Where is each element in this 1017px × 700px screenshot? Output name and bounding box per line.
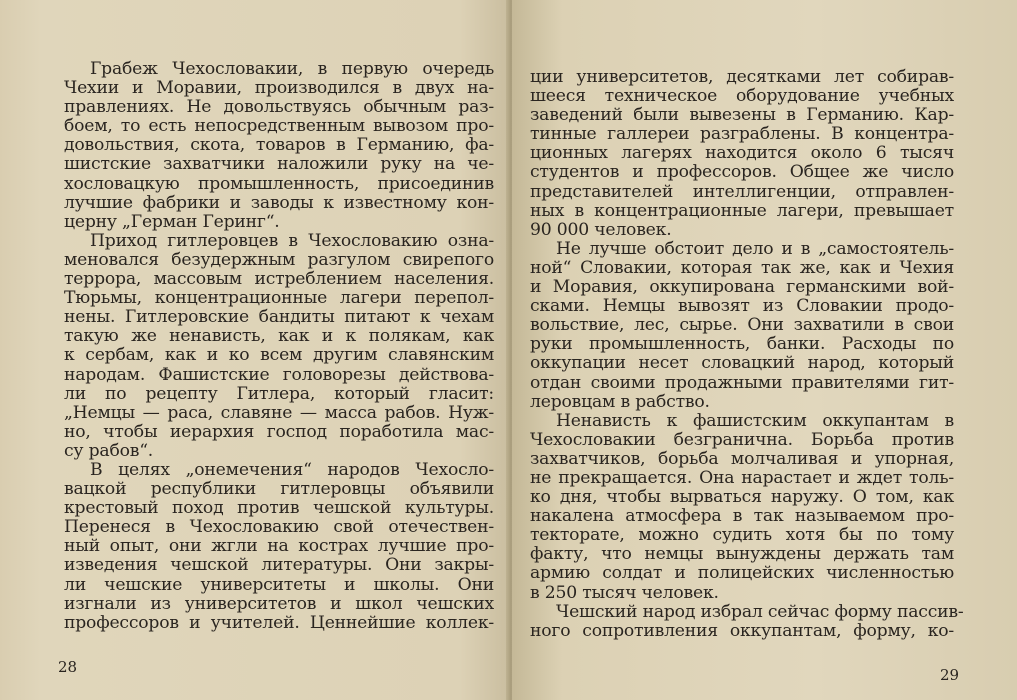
text-line: Не лучше обстоит дело и в „самостоятель- (556, 238, 954, 259)
right-page-text (530, 67, 964, 641)
text-line: лучшие фабрики и заводы к известному кон- (64, 192, 494, 213)
text-line: су рабов“. (64, 440, 154, 461)
left-page-text (64, 60, 494, 633)
text-line: Ненависть к фашистским оккупантам в (556, 410, 954, 431)
text-line: церну „Герман Геринг“. (64, 211, 280, 232)
text-line: но, чтобы иерархия господ поработила мас- (64, 421, 494, 442)
text-line: руки промышленность, банки. Расходы по (530, 334, 954, 355)
text-line: террора, массовым истреблением населения. (64, 269, 494, 290)
left-page-number: 28 (58, 658, 78, 676)
text-line: Чехословакии безгранична. Борьба против (530, 429, 954, 450)
text-line: захватчиков, борьба молчаливая и упорная, (530, 448, 954, 469)
text-line: армию солдат и полицейских численностью (530, 563, 954, 584)
text-line: к сербам, как и ко всем другим славянским (64, 345, 494, 366)
text-line: Перенеся в Чехословакию свой отечествен- (64, 517, 494, 538)
text-line: тинные галлереи разграблены. В концентра- (530, 124, 954, 145)
text-line: шистские захватчики наложили руку на че- (64, 154, 494, 175)
text-line: не прекращается. Она нарастает и ждет толь- (530, 467, 954, 488)
text-line: 90 000 человек. (530, 219, 672, 240)
text-line: оккупации несет словацкий народ, который (530, 353, 954, 374)
text-line: ли чешские университеты и школы. Они (64, 574, 494, 595)
text-line: изведения чешской литературы. Они закры- (64, 555, 494, 576)
text-line: „Немцы — раса, славяне — масса рабов. Нуж- (64, 402, 494, 423)
text-line: нены. Гитлеровские бандиты питают к чехам (64, 307, 494, 328)
text-line: такую же ненависть, как и к полякам, как (64, 326, 494, 347)
text-line: ный опыт, они жгли на кострах лучшие про- (64, 536, 494, 557)
text-line: текторате, можно судить хотя бы по тому (530, 525, 954, 546)
text-line: Тюрьмы, концентрационные лагери перепол- (64, 288, 494, 309)
text-line: отдан своими продажными правителями гит- (530, 372, 954, 393)
text-line: накалена атмосфера в так называемом про- (530, 506, 954, 527)
text-line: изгнали из университетов и школ чешских (64, 593, 494, 614)
text-line: ционных лагерях находится около 6 тысяч (530, 143, 954, 164)
text-line: Грабеж Чехословакии, в первую очередь (90, 59, 494, 79)
text-line: крестовый поход против чешской культуры. (64, 498, 494, 519)
text-line: вольствие, лес, сырье. Они захватили в свои (530, 315, 954, 336)
text-line: Приход гитлеровцев в Чехословакию озна- (90, 230, 494, 251)
text-line: хословацкую промышленность, присоединив (64, 173, 494, 194)
text-line: В целях „онемечения“ народов Чехосло- (90, 459, 494, 480)
text-line: ко дня, чтобы вырваться наружу. О том, как (530, 487, 954, 508)
text-line: леровцам в рабство. (530, 391, 710, 412)
text-line: народам. Фашистские головорезы действова- (64, 364, 494, 385)
text-line: ных в концентрационные лагери, превышает (530, 200, 954, 221)
text-line: ции университетов, десятками лет собирав- (530, 67, 954, 87)
text-line: ли по рецепту Гитлера, который гласит: (64, 383, 494, 404)
text-line: заведений были вывезены в Германию. Кар- (530, 105, 954, 126)
text-line: довольствия, скота, товаров в Германию, фа- (64, 135, 494, 156)
text-line: правлениях. Не довольствуясь обычным раз- (64, 97, 494, 118)
text-line: ного сопротивления оккупантам, форму, ко- (530, 620, 954, 641)
text-line: шееся техническое оборудование учебных (530, 86, 954, 107)
right-page-number: 29 (940, 666, 960, 684)
text-line: сками. Немцы вывозят из Словакии продо- (530, 296, 954, 317)
text-line: студентов и профессоров. Общее же число (530, 162, 954, 183)
text-line: профессоров и учителей. Ценнейшие коллек- (64, 612, 494, 633)
right-page (512, 0, 1017, 700)
text-line: и Моравия, оккупирована германскими вой- (530, 277, 954, 298)
text-line: меновался безудержным разгулом свирепого (64, 249, 494, 270)
text-line: факту, что немцы вынуждены держать там (530, 544, 954, 565)
text-line: вацкой республики гитлеровцы объявили (64, 479, 494, 500)
text-line: в 250 тысяч человек. (530, 582, 719, 603)
text-line: представителей интеллигенции, отправлен- (530, 181, 954, 202)
text-line: Чешский народ избрал сейчас форму пассив- (556, 601, 964, 622)
text-line: Чехии и Моравии, производился в двух на- (64, 78, 494, 99)
text-line: ной“ Словакии, которая так же, как и Чехия (530, 257, 954, 278)
text-line: боем, то есть непосредственным вывозом про- (64, 116, 494, 137)
